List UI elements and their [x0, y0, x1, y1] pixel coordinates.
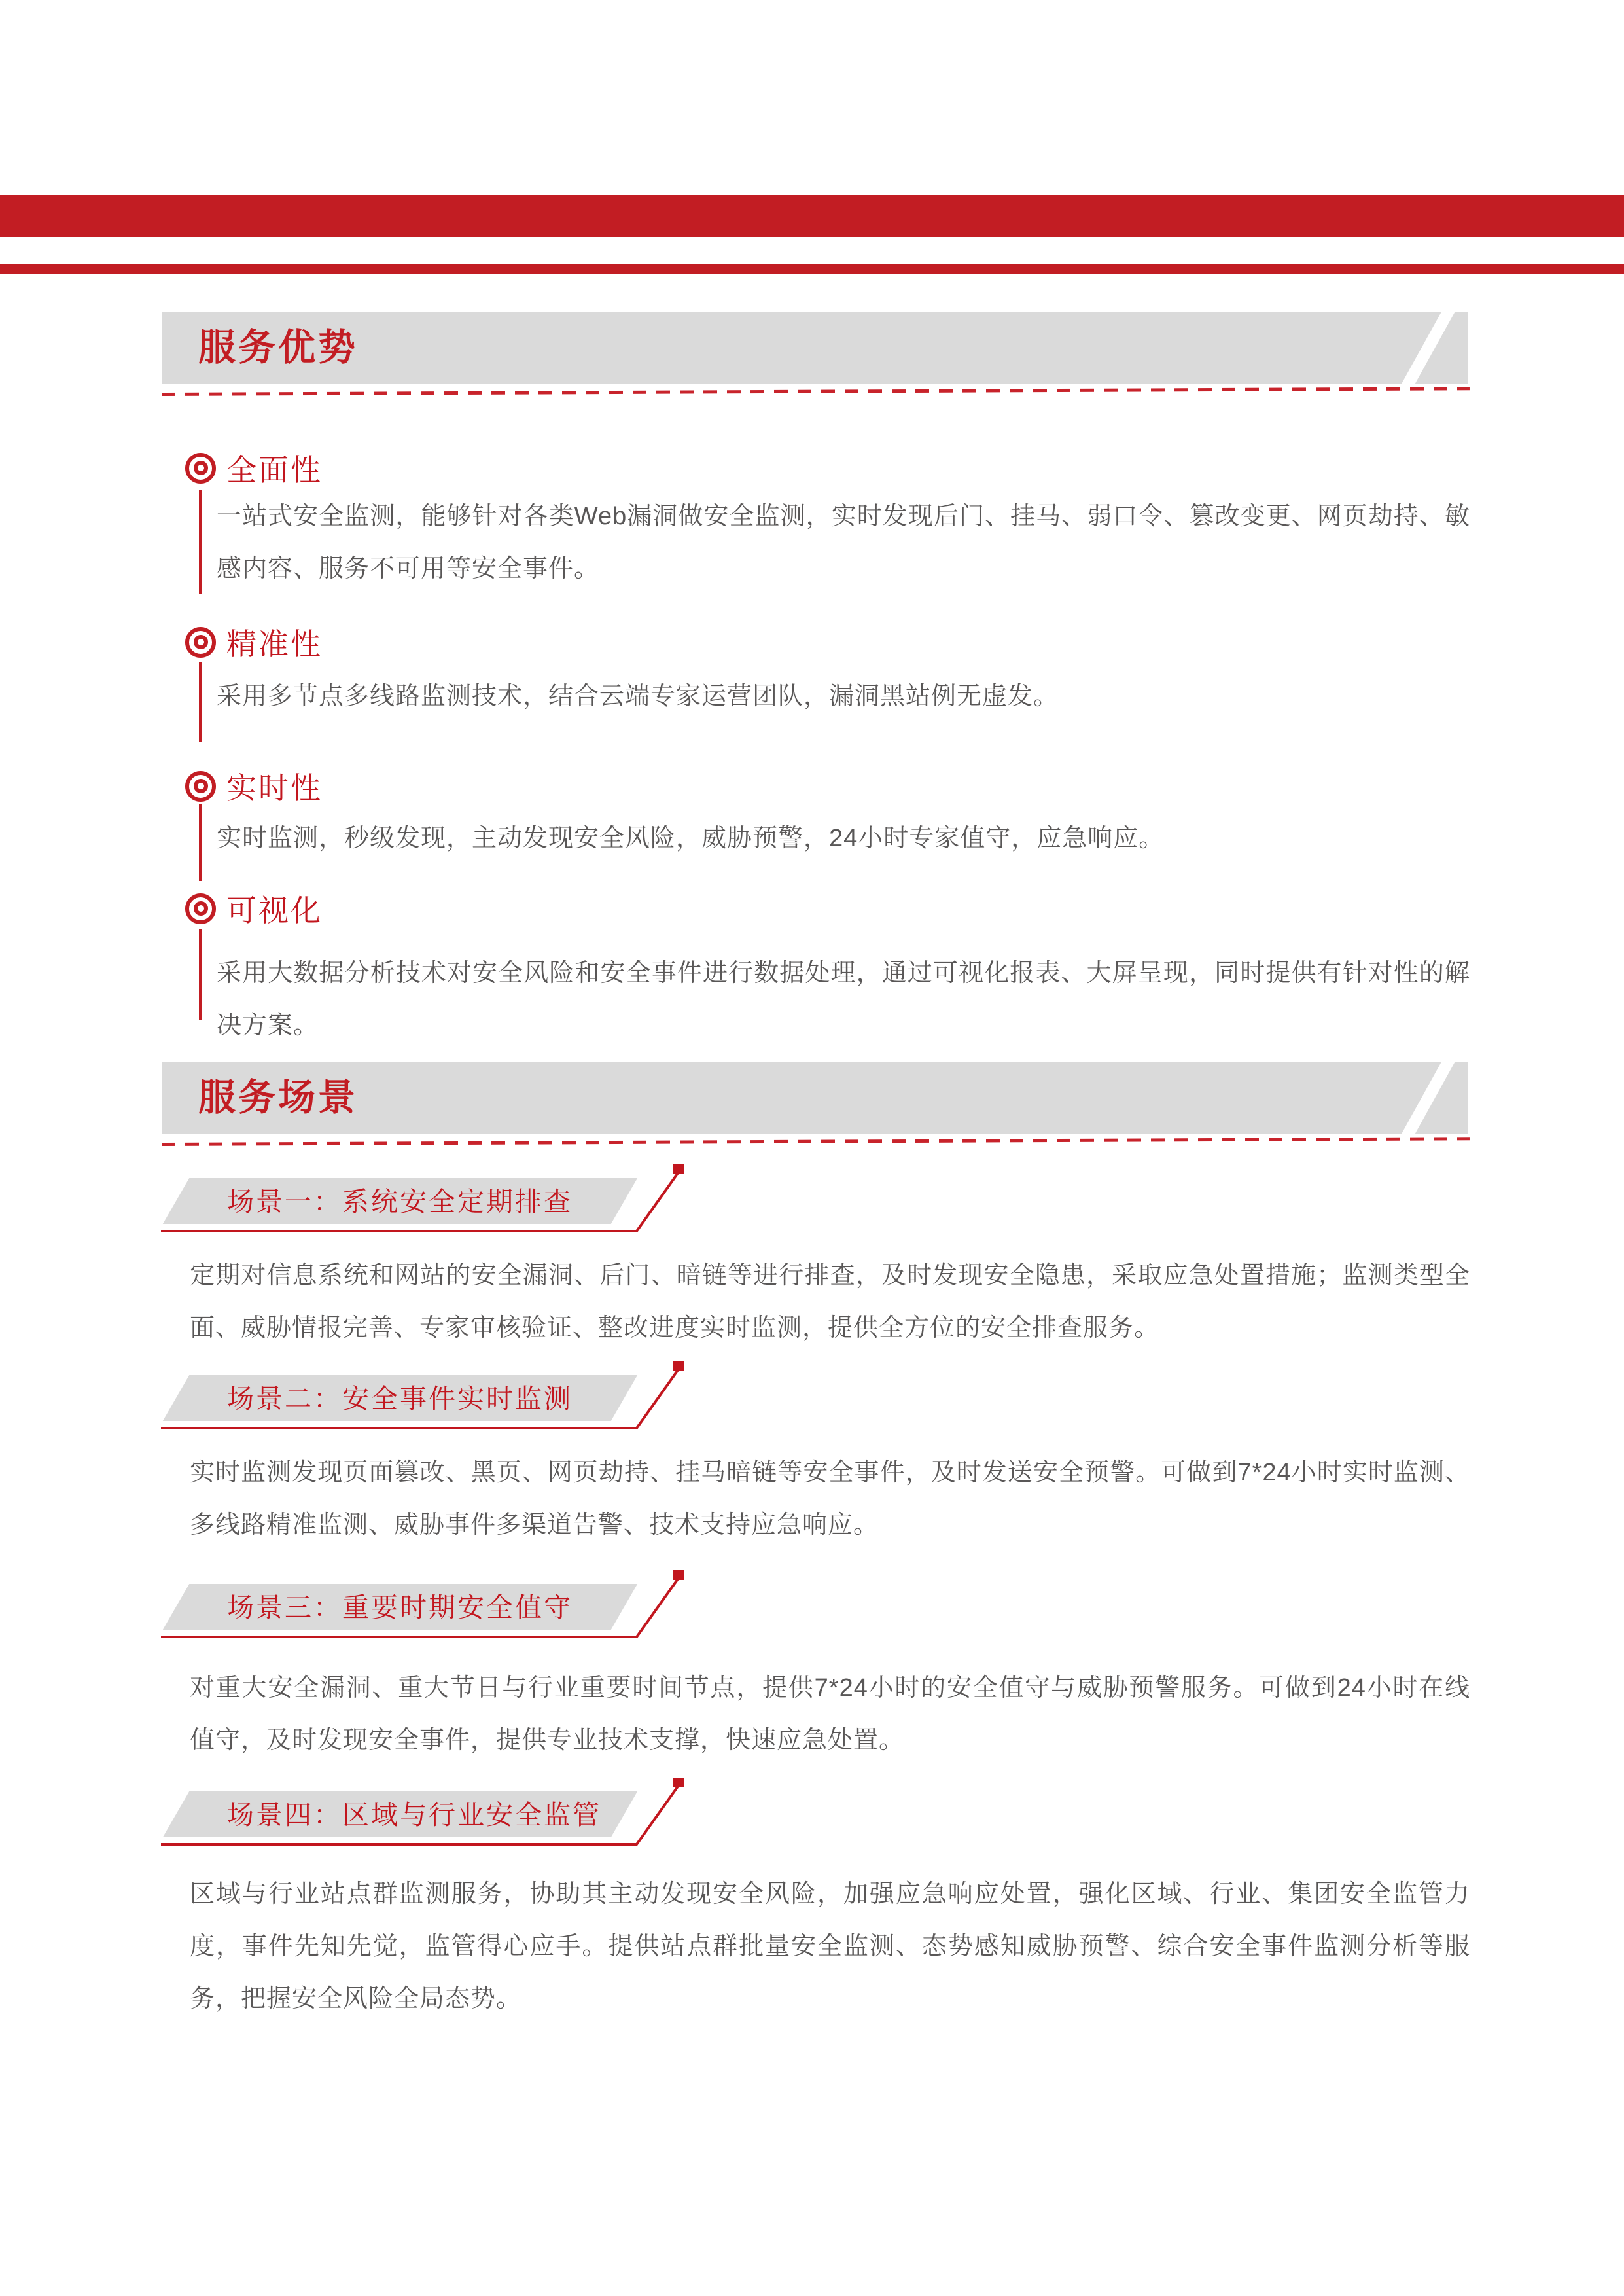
scenario-title: 场景一：系统安全定期排查: [227, 1187, 573, 1217]
scenario-description: 定期对信息系统和网站的安全漏洞、后门、暗链等进行排查，及时发现安全隐患，采取应急处置措施；监测类型全面、威胁情报完善、专家审核验证、整改进度实时监测，提供全方位的安全排查服务。: [190, 1262, 1470, 1342]
red-vertical-rule: [199, 929, 202, 1020]
dashed-divider: [162, 1137, 1470, 1146]
scenario-description: 区域与行业站点群监测服务，协助其主动发现安全风险，加强应急响应处置，强化区域、行业、集团安全监管力度，事件先知先觉，监管得心应手。提供站点群批量安全监测、态势感知威胁预警、综合安全事件监测分析等服务，把握安全风险全局态势。: [190, 1880, 1470, 2013]
bullseye-icon-inner: [194, 901, 208, 916]
section-title-advantages: 服务优势: [198, 327, 358, 368]
advantage-item-header: [185, 764, 1470, 808]
red-vertical-rule: [199, 662, 202, 742]
top-bar-thin: [0, 264, 1624, 274]
scenario-title: 场景三：重要时期安全值守: [227, 1592, 573, 1623]
advantage-item: [185, 887, 1470, 1039]
bullseye-icon: [185, 453, 216, 484]
scenario-block: [162, 1162, 1470, 1358]
bullseye-icon-inner: [194, 779, 208, 793]
advantage-item-title: 全面性: [226, 453, 323, 487]
advantage-item-description: 采用多节点多线路监测技术，结合云端专家运营团队，漏洞黑站例无虚发。: [217, 683, 1059, 710]
advantage-item-title: 实时性: [226, 771, 323, 805]
scenario-title: 场景四：区域与行业安全监管: [227, 1800, 601, 1830]
advantage-item-title: 可视化: [226, 893, 323, 927]
banner-slash-decoration: [1401, 1054, 1456, 1141]
scenario-description: 对重大安全漏洞、重大节日与行业重要时间节点，提供7*24小时的安全值守与威胁预警服务。可做到24小时在线值守，及时发现安全事件，提供专业技术支撑，快速应急处置。: [190, 1674, 1470, 1754]
advantage-item-description: 一站式安全监测，能够针对各类Web漏洞做安全监测，实时发现后门、挂马、弱口令、篡改变更、网页劫持、敏感内容、服务不可用等安全事件。: [217, 503, 1470, 583]
red-vertical-rule: [199, 804, 202, 881]
advantage-item: [185, 764, 1470, 886]
advantage-item: [185, 446, 1470, 597]
advantage-item-header: [185, 620, 1470, 664]
advantage-item-description: 采用大数据分析技术对安全风险和安全事件进行数据处理，通过可视化报表、大屏呈现，同时提供有针对性的解决方案。: [217, 960, 1470, 1039]
scenario-description: 实时监测发现页面篡改、黑页、网页劫持、挂马暗链等安全事件，及时发送安全预警。可做到7*24小时实时监测、多线路精准监测、威胁事件多渠道告警、技术支持应急响应。: [190, 1459, 1470, 1539]
section-banner-advantages: [162, 312, 1468, 384]
scenario-block: [162, 1359, 1470, 1555]
banner-slash-decoration: [1401, 304, 1456, 391]
scenario-block: [162, 1568, 1470, 1770]
dashed-divider: [162, 387, 1470, 396]
bullseye-icon: [185, 627, 216, 658]
red-vertical-rule: [199, 490, 202, 594]
bullseye-icon-inner: [194, 635, 208, 649]
advantage-item-header: [185, 887, 1470, 930]
advantage-item-header: [185, 446, 1470, 490]
section-banner-scenarios: [162, 1062, 1468, 1134]
scenario-block: [162, 1775, 1470, 2050]
advantage-item: [185, 620, 1470, 745]
scenario-title: 场景二：安全事件实时监测: [227, 1384, 573, 1414]
advantage-item-title: 精准性: [226, 627, 323, 661]
top-bar-thick: [0, 195, 1624, 237]
bullseye-icon-inner: [194, 461, 208, 475]
advantage-item-description: 实时监测，秒级发现，主动发现安全风险，威胁预警，24小时专家值守，应急响应。: [217, 825, 1165, 852]
bullseye-icon: [185, 893, 216, 924]
bullseye-icon: [185, 771, 216, 802]
section-title-scenarios: 服务场景: [198, 1077, 358, 1119]
